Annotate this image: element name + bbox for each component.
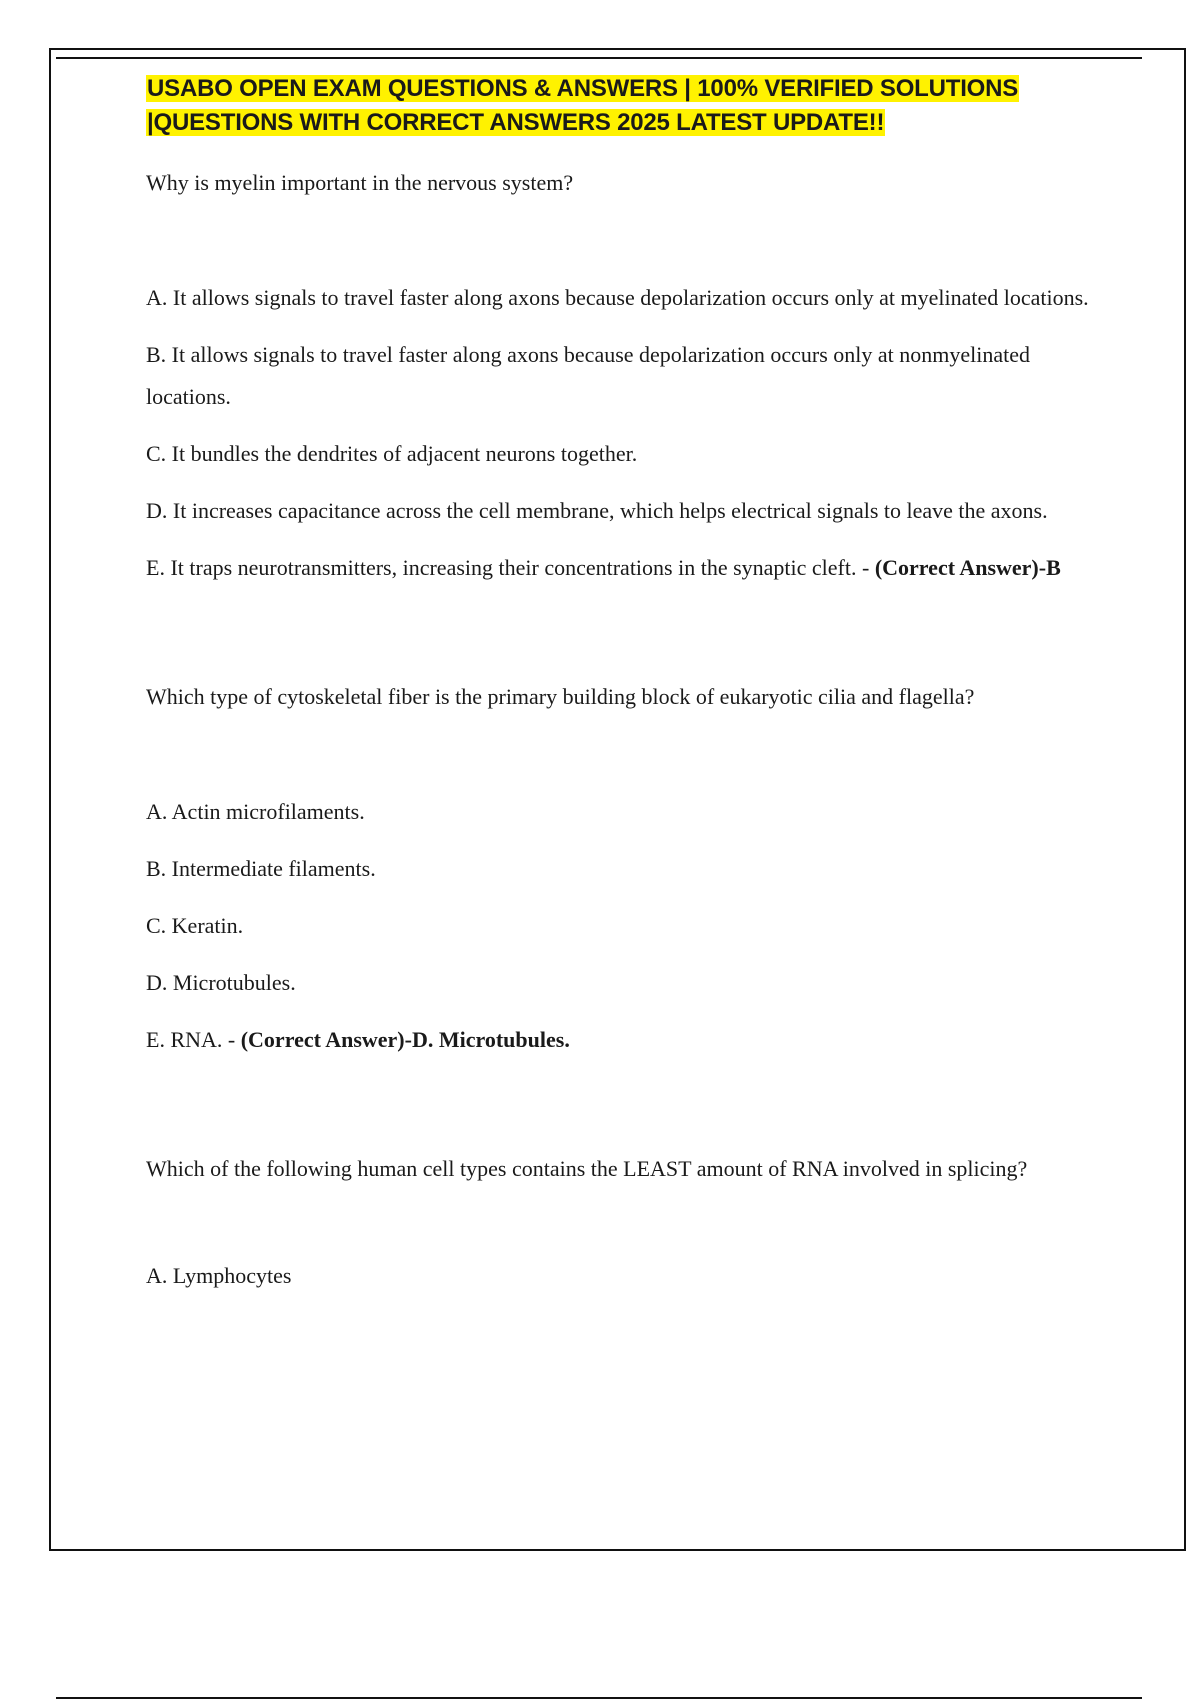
q2-option-c: C. Keratin. xyxy=(146,913,244,938)
q2-option-e-text: E. RNA. - xyxy=(146,1027,241,1052)
q1-option-b: B. It allows signals to travel faster along axons because depolarization occurs only at nonmyelinated locations. xyxy=(146,342,1031,409)
q1-option-a: A. It allows signals to travel faster along axons because depolarization occurs only at myelinated locations. xyxy=(146,285,1089,310)
q2-option-d: D. Microtubules. xyxy=(146,970,296,995)
q2-correct-answer: (Correct Answer)-D. Microtubules. xyxy=(240,1027,570,1052)
bottom-rule xyxy=(56,1697,1142,1699)
question-1: Why is myelin important in the nervous system? xyxy=(146,170,574,195)
q3-option-a: A. Lymphocytes xyxy=(146,1263,292,1288)
q2-option-e xyxy=(146,1019,1106,1061)
q1-option-d: D. It increases capacitance across the cell membrane, which helps electrical signals to leave the axons. xyxy=(146,498,1048,523)
title-line-1: USABO OPEN EXAM QUESTIONS & ANSWERS | 100% VERIFIED SOLUTIONS xyxy=(147,75,1019,102)
top-rule xyxy=(56,57,1142,59)
q1-option-e xyxy=(146,547,1106,589)
q1-option-e-text: E. It traps neurotransmitters, increasing their concentrations in the synaptic cleft. - xyxy=(146,555,875,580)
q1-correct-answer: (Correct Answer)-B xyxy=(874,555,1061,580)
q2-option-b: B. Intermediate filaments. xyxy=(146,856,376,881)
title-line-2: |QUESTIONS WITH CORRECT ANSWERS 2025 LATEST UPDATE!! xyxy=(147,109,885,136)
question-3: Which of the following human cell types contains the LEAST amount of RNA involved in splicing? xyxy=(146,1156,1028,1181)
document-body xyxy=(146,72,1106,1312)
q2-option-a: A. Actin microfilaments. xyxy=(146,799,365,824)
document-title xyxy=(146,72,1106,140)
q1-option-c: C. It bundles the dendrites of adjacent neurons together. xyxy=(146,441,638,466)
question-2: Which type of cytoskeletal fiber is the primary building block of eukaryotic cilia and flagella? xyxy=(146,684,975,709)
